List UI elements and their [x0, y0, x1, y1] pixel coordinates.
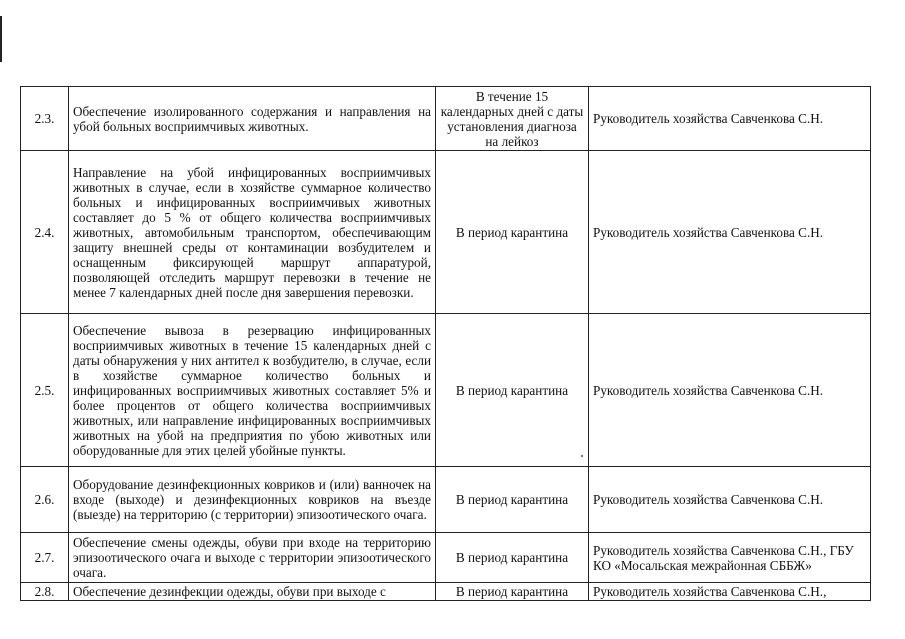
measure-responsible: Руководитель хозяйства Савченкова С.Н. — [589, 151, 871, 314]
table-row — [21, 151, 871, 314]
measure-description: Обеспечение изолированного содержания и направления на убой больных восприимчивых животных. — [69, 87, 436, 151]
table-row — [21, 533, 871, 583]
measure-term: В период карантина — [436, 583, 589, 601]
measure-description: Обеспечение дезинфекции одежды, обуви при выходе с — [69, 583, 436, 601]
measure-responsible: Руководитель хозяйства Савченкова С.Н. — [589, 87, 871, 151]
table-row — [21, 314, 871, 467]
measure-description: Обеспечение вывоза в резервацию инфицированных восприимчивых животных в течение 15 календарных дней с даты обнаружения у них антител к возбудителю, в случае, если в хозяйстве суммарное количество больных и инфицированных восприимчивых животных составляет 5% и более процентов от общего количества восприимчивых животных, или направление инфицированных восприимчивых животных на убой на предприятия по убою животных или оборудованные для этих целей убойные пункты. — [69, 314, 436, 467]
measure-responsible: Руководитель хозяйства Савченкова С.Н., — [589, 583, 871, 601]
measure-responsible: Руководитель хозяйства Савченкова С.Н., ГБУ КО «Мосальская межрайонная СББЖ» — [589, 533, 871, 583]
row-number: 2.8. — [21, 583, 69, 601]
table-row — [21, 87, 871, 151]
row-number: 2.6. — [21, 467, 69, 533]
measure-term: В период карантина — [436, 467, 589, 533]
measure-description: Оборудование дезинфекционных ковриков и (или) ванночек на входе (выходе) и дезинфекционных ковриков на въезде (выезде) на территорию (с территории) эпизоотического очага. — [69, 467, 436, 533]
row-number: 2.7. — [21, 533, 69, 583]
measure-term: В течение 15 календарных дней с даты установления диагноза на лейкоз — [436, 87, 589, 151]
measures-table — [20, 86, 871, 601]
row-number: 2.5. — [21, 314, 69, 467]
measure-responsible: Руководитель хозяйства Савченкова С.Н. — [589, 467, 871, 533]
measure-term: В период карантина — [436, 533, 589, 583]
measure-description: Направление на убой инфицированных восприимчивых животных в случае, если в хозяйстве суммарное количество больных и инфицированных восприимчивых животных составляет до 5 % от общего количества восприимчивых животных, автомобильным транспортом, обеспечивающим защиту внешней среды от контаминации возбудителем и оснащенным фиксирующей маршрут аппаратурой, позволяющей отследить маршрут перевозки в течение не менее 7 календарных дней после дня завершения перевозки. — [69, 151, 436, 314]
measure-term: В период карантина — [436, 151, 589, 314]
table-row — [21, 467, 871, 533]
table-row — [21, 583, 871, 601]
scan-speck — [581, 455, 583, 457]
row-number: 2.3. — [21, 87, 69, 151]
measure-term: В период карантина — [436, 314, 589, 467]
measure-description: Обеспечение смены одежды, обуви при входе на территорию эпизоотического очага и выходе с территории эпизоотического очага. — [69, 533, 436, 583]
measure-responsible: Руководитель хозяйства Савченкова С.Н. — [589, 314, 871, 467]
scan-edge-mark — [0, 16, 2, 62]
row-number: 2.4. — [21, 151, 69, 314]
